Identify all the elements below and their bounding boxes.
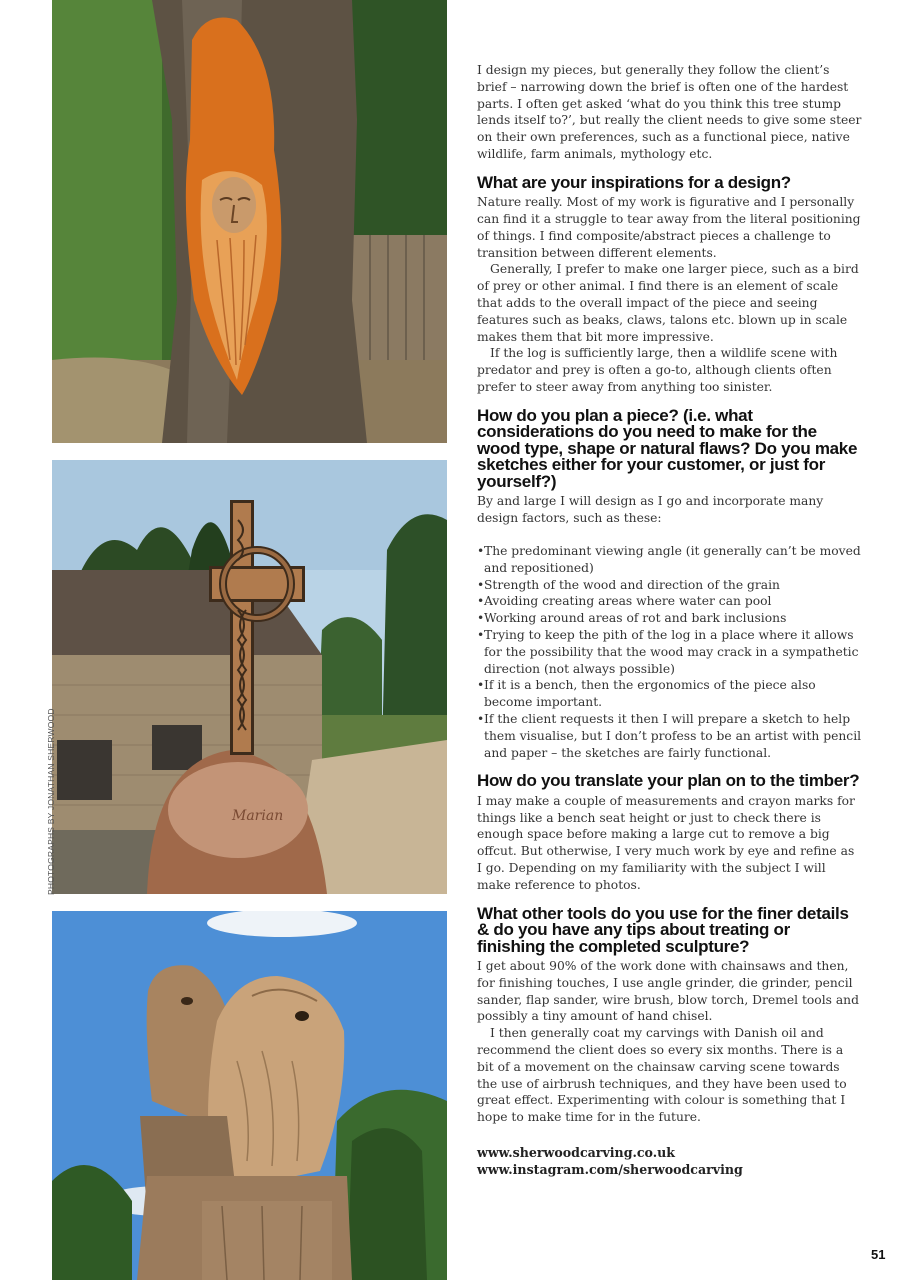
paragraph: If the log is sufficiently large, then a wildlife scene with predator and prey is often a go-to, although clients often prefer to steer away from anything too sinister. [477,346,838,395]
instagram-link[interactable]: www.instagram.com/sherwoodcarving [477,1162,743,1178]
photo-owl-carving [52,911,447,1280]
section-heading-translating: How do you translate your plan on to the timber? [477,771,860,791]
website-link[interactable]: www.sherwoodcarving.co.uk [477,1145,676,1161]
list-item: • Trying to keep the pith of the log in a place where it allows for the possibility that the wood may crack in a sympathetic direction (not always possible) [477,627,862,677]
design-factors-list [477,543,862,761]
list-item: • If it is a bench, then the ergonomics of the piece also become important. [477,677,862,711]
list-item: • Avoiding creating areas where water can pool [477,593,862,610]
list-item: • Strength of the wood and direction of the grain [477,577,862,594]
paragraph: I get about 90% of the work done with chainsaws and then, for finishing touches, I use angle grinder, die grinder, pencil sander, flap sander, wire brush, blow torch, Dremel tools and possibly a tiny amount of hand chisel. [477,959,859,1024]
paragraph: I then generally coat my carvings with Danish oil and recommend the client does so every six months. There is a bit of a movement on the chainsaw carving scene towards the use of airbrush techniques, and they have been used to great effect. Experimenting with colour is something that I hope to make time for in the future. [477,1026,847,1125]
photo-celtic-cross-carving [52,460,447,894]
photo-tree-face-carving [52,0,447,443]
list-item: • The predominant viewing angle (it generally can’t be moved and repositioned) [477,543,862,577]
section-heading-inspirations: What are your inspirations for a design? [477,172,791,192]
section-heading-planning: How do you plan a piece? (i.e. what considerations do you need to make for the wood type, shape or natural flaws? Do you make sketches either for your customer, or just for yourself?) [477,405,858,491]
paragraph: By and large I will design as I go and incorporate many design factors, such as these: [477,494,824,526]
intro-paragraph: I design my pieces, but generally they follow the client’s brief – narrowing down the brief is often one of the hardest parts. I often get asked ‘what do you think this tree stump lends itself to?’, but really the client needs to give some steer on their own preferences, such as a functional piece, native wildlife, farm animals, mythology etc. [477,63,862,161]
page-number: 51 [871,1247,886,1262]
photo-credit: PHOTOGRAPHS BY JONATHAN SHERWOOD [46,708,56,895]
paragraph: Nature really. Most of my work is figurative and I personally can find it a struggle to tear away from the literal positioning of things. I find composite/abstract pieces a challenge to transition between different elements. [477,195,861,260]
paragraph: I may make a couple of measurements and crayon marks for things like a bench seat height or just to check there is enough space before making a large cut to remove a big offcut. But otherwise, I very much work by eye and refine as I go. Depending on my familiarity with the subject I will make reference to photos. [477,793,855,892]
list-item: • If the client requests it then I will prepare a sketch to help them visualise, but I don’t profess to be an artist with pencil and paper – the sketches are fairly functional. [477,711,862,761]
section-heading-tools: What other tools do you use for the finer details & do you have any tips about treating or finishing the completed sculpture? [477,903,849,956]
cross-inscription: Marian [232,808,284,824]
paragraph: Generally, I prefer to make one larger piece, such as a bird of prey or other animal. I find there is an element of scale that adds to the overall impact of the piece and seeing features such as beaks, claws, talons etc. blown up in scale makes them that bit more impressive. [477,262,859,344]
links-block [477,1144,862,1178]
list-item: • Working around areas of rot and bark inclusions [477,610,862,627]
article-body [477,62,862,1178]
